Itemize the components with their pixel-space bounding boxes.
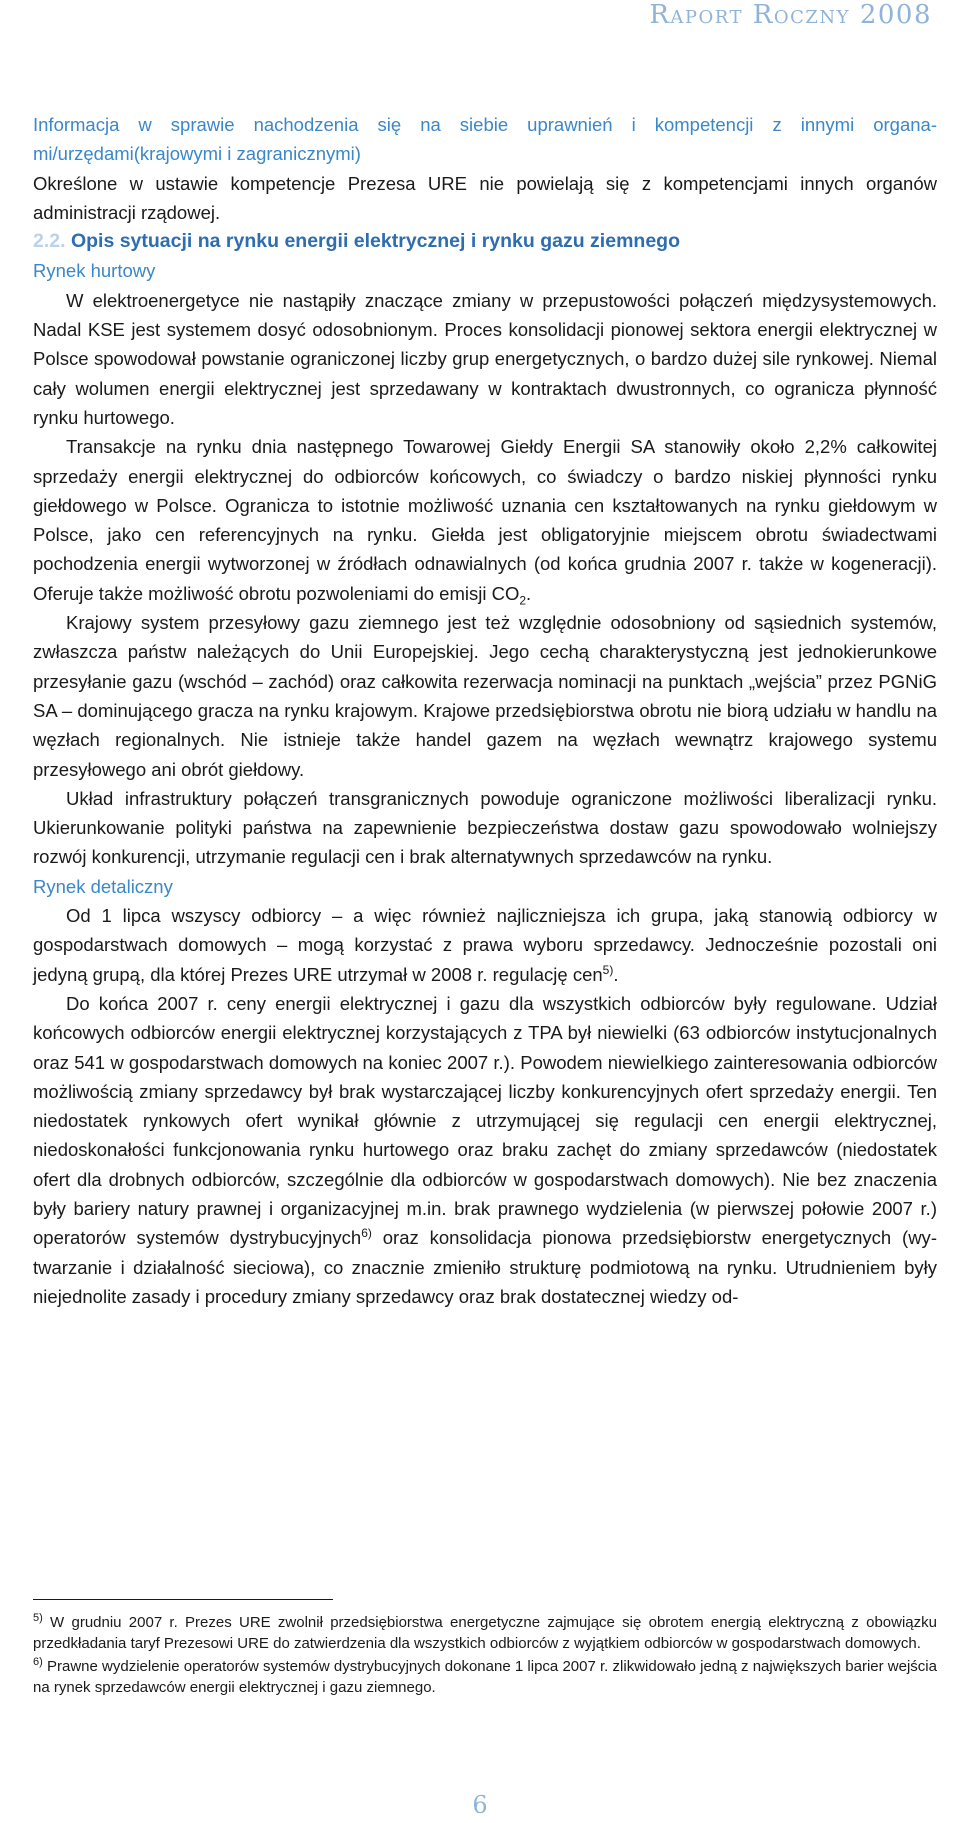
footnote-text-6: Prawne wydzielenie operatorów systemów dystrybucyjnych dokonane 1 lipca 2007 r. zlikwidowało jedną z największych barier wejścia na rynek sprzedawców energii elektrycznej i gazu ziemnego.: [33, 1658, 937, 1696]
wholesale-paragraph-2-end: .: [526, 582, 532, 604]
retail-paragraph-1-end: .: [613, 963, 619, 985]
wholesale-heading: Rynek hurtowy: [33, 260, 156, 282]
retail-paragraph-2: [33, 989, 937, 1311]
wholesale-paragraph-4: Układ infrastruktury połączeń transgranicznych powoduje ograniczone możliwości liberalizacji rynku. Ukierunkowanie polityki państwa na zapewnienie bezpieczeństwa dostaw gazu spowodowało wolniejszy rozwój konkurencji, utrzymanie regulacji cen i brak alternatywnych sprzedawców na rynku.: [33, 787, 937, 868]
footnote-5: [33, 1612, 937, 1654]
footnotes: [33, 1612, 937, 1700]
page-number: 6: [472, 1791, 488, 1819]
footnote-mark-6: 6): [33, 1656, 43, 1668]
section-number: 2.2.: [33, 230, 66, 253]
info-paragraph: Określone w ustawie kompetencje Prezesa URE nie powielają się z kompetencjami innych organów administracji rządowej.: [33, 172, 937, 223]
footnote-ref-5: 5): [602, 962, 614, 977]
footnote-ref-6: 6): [361, 1226, 372, 1241]
wholesale-paragraph-2: [33, 432, 937, 608]
section-heading: [33, 227, 937, 256]
footnote-separator: [33, 1599, 333, 1600]
retail-paragraph-2-text-a: Do końca 2007 r. ceny energii elektrycznej i gazu dla wszystkich odbiorców były regulowane. Udział końcowych odbiorców energii elektrycznej korzystających z TPA był niewielki (63 odbiorców instytucjonalnych oraz 541 w gospodarstwach domowych na koniec 2007 r.). Powodem niewielkiego zainteresowania odbiorców możliwością zmiany sprzedawcy był brak wystarczającej liczby konkurencyjnych ofert sprzedaży energii. Ten niedostatek rynkowych ofert wynikał głównie z utrzymującej się regulacji cen energii elektrycznej, niedoskonałości funkcjonowania rynku hurtowego oraz braku zachęt do zmiany sprzedawców (niedostatek ofert dla drobnych odbiorców, szczególnie dla odbiorców w gospodarstwach domowych). Nie bez znaczenia były bariery natury prawnej i organizacyjnej m.in. brak prawnego wydzielenia (w pierwszej połowie 2007 r.) operatorów systemów dystrybucyjnych: [33, 992, 937, 1249]
wholesale-paragraph-2-text: Transakcje na rynku dnia następnego Towarowej Giełdy Energii SA stanowiły około 2,2% całkowitej sprzedaży energii elektrycznej do odbiorców końcowych, co świadczy o bardzo niskiej płynności rynku giełdowego w Polsce. Ogranicza to istotnie możliwość uznania cen kształtowanych na rynku giełdowym w Polsce, jako cen referencyjnych na rynku. Giełda jest obligatoryjnie miejscem obrotu świadectwami pochodzenia energii wytworzonej w źródłach odnawialnych (od końca grudnia 2007 r. także w kogeneracji). Oferuje także możliwość obrotu pozwoleniami do emisji CO: [33, 436, 937, 604]
footnote-6: [33, 1656, 937, 1698]
footnote-text-5: W grudniu 2007 r. Prezes URE zwolnił przedsiębiorstwa energetyczne zajmujące się obrotem energią elektryczną z obowiązku przedkładania taryf Prezesowi URE do zatwierdzenia dla wszystkich odbiorców z wyjątkiem odbiorców w gospodarstwach domowych.: [33, 1614, 937, 1652]
info-heading: Informacja w sprawie nachodzenia się na siebie uprawnień i kompetencji z innymi organami/urzędami(krajowymi i zagranicznymi): [33, 114, 937, 165]
main-content: [33, 110, 937, 1311]
section-title: Opis sytuacji na rynku energii elektrycznej i rynku gazu ziemnego: [70, 230, 680, 253]
footnote-mark-5: 5): [33, 1612, 43, 1624]
wholesale-paragraph-1: W elektroenergetyce nie nastąpiły znaczące zmiany w przepustowości połączeń międzysystemowych. Nadal KSE jest systemem dosyć odosobnionym. Proces konsolidacji pionowej sektora energii elektrycznej w Polsce spowodował powstanie ograniczonej liczby grup energetycznych, o bardzo dużej sile rynkowej. Niemal cały wolumen energii elektrycznej jest sprzedawany w kontraktach dwustronnych, co ogranicza płynność rynku hurtowego.: [33, 289, 937, 428]
retail-paragraph-1-text: Od 1 lipca wszyscy odbiorcy – a więc również najliczniejsza ich grupa, jaką stanowią odbiorcy w gospodarstwach domowych – mogą korzystać z prawa wyboru sprzedawcy. Jednocześnie pozostali oni jedyną grupą, dla której Prezes URE utrzymał w 2008 r. regulację cen: [33, 905, 937, 985]
running-header: Raport Roczny 2008: [649, 0, 932, 30]
retail-paragraph-1: [33, 901, 937, 989]
co2-subscript: 2: [519, 593, 527, 608]
retail-paragraph-2-text-b: oraz konsolidacja pionowa przedsiębiorstw energetycznych (wytwarzanie i działalność sieciowa), co znacznie zmieniło strukturę podmiotową na rynku. Utrudnieniem były niejednolite zasady i procedury zmiany sprzedawcy oraz brak dostatecznej wiedzy od-: [33, 1227, 937, 1307]
wholesale-paragraph-3: Krajowy system przesyłowy gazu ziemnego jest też względnie odosobniony od sąsiednich systemów, zwłaszcza państw należących do Unii Europejskiej. Jego cechą charakterystyczną jest jednokierunkowe przesyłanie gazu (wschód – zachód) oraz całkowita rezerwacja nominacji na punktach „wejścia” przez PGNiG SA – dominującego gracza na rynku krajowym. Krajowe przedsiębiorstwa obrotu nie biorą udziału w handlu na węzłach regionalnych. Nie istnieje także handel gazem na węzłach wewnątrz krajowego systemu przesyłowego ani obrót giełdowy.: [33, 612, 937, 780]
retail-heading: Rynek detaliczny: [33, 875, 173, 897]
